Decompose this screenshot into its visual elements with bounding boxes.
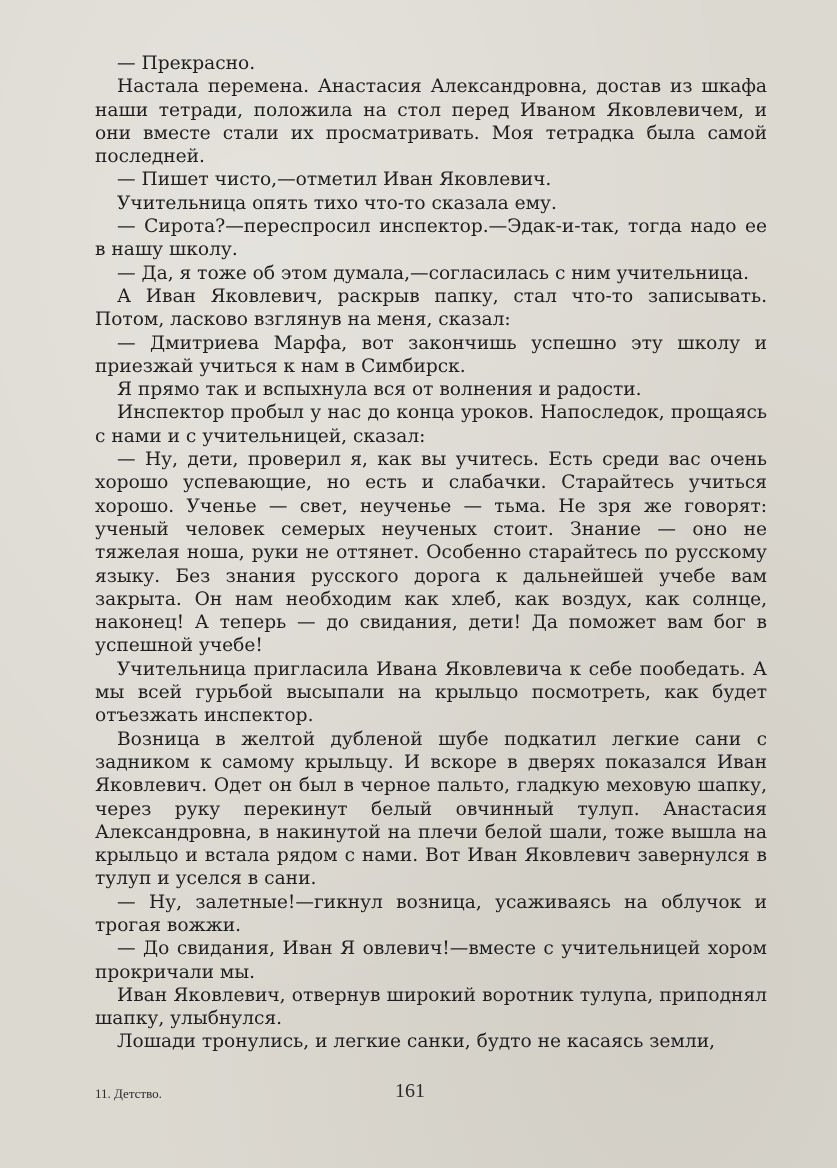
paragraph: Иван Яковлевич, отвернув широкий воротник тулупа, приподнял шапку, улыбнулся.: [95, 984, 767, 1030]
paragraph: Возница в желтой дубленой шубе подкатил легкие сани с задником к самому крыльцу. И вскоре в дверях показался Иван Яковлевич. Одет он был в черное пальто, гладкую меховую шапку, через руку перекинут белый овчинный тулуп. Анастасия Александровна, в накинутой на плечи белой шали, тоже вышла на крыльцо и встала рядом с нами. Вот Иван Яковлевич завернулся в тулуп и уселся в сани.: [95, 728, 767, 890]
paragraph: — Сирота?—переспросил инспектор.—Эдак-и-так, тогда надо ее в нашу школу.: [95, 216, 767, 261]
paragraph: А Иван Яковлевич, раскрыв папку, стал что-то записывать. Потом, ласково взглянув на меня, сказал:: [95, 285, 767, 331]
signature-mark: 11. Детство.: [95, 1086, 162, 1101]
paragraph: Учительница пригласила Ивана Яковлевича к себе пообедать. А мы всей гурьбой высыпали на крыльцо посмотреть, как будет отъезжать инспектор.: [95, 658, 767, 727]
paragraph: Лошади тронулись, и легкие санки, будто не касаясь земли,: [117, 1031, 716, 1053]
paragraph: Учительница опять тихо что-то сказала ему.: [117, 192, 557, 214]
paragraph: Я прямо так и вспыхнула вся от волнения и радости.: [117, 379, 642, 401]
paragraph: — Пишет чисто,—отметил Иван Яковлевич.: [117, 169, 552, 191]
paragraph: — Дмитриева Марфа, вот закончишь успешно эту школу и приезжай учиться к нам в Симбирск.: [95, 332, 767, 377]
paragraph: Настала перемена. Анастасия Александровна, достав из шкафа наши тетради, положила на стол перед Иваном Яковлевичем, и они вместе стали их просматривать. Моя тетрадка была самой последней.: [95, 76, 767, 168]
page-footer: [95, 1080, 767, 1104]
paragraph: Инспектор пробыл у нас до конца уроков. Напоследок, прощаясь с нами и с учительницей, сказал:: [95, 402, 767, 447]
page-text: [95, 52, 767, 1054]
paragraph: — Прекрасно.: [117, 53, 256, 74]
page-number: 161: [395, 1080, 425, 1102]
paragraph: — Ну, дети, проверил я, как вы учитесь. Есть среди вас очень хорошо успевающие, но есть и слабачки. Старайтесь учиться хорошо. Ученье — свет, неученье — тьма. Не зря же говорят: ученый человек семерых неученых стоит. Знание — оно не тяжелая ноша, руки не оттянет. Особенно старайтесь по русскому языку. Без знания русского дорога к дальнейшей учебе вам закрыта. Он нам необходим как хлеб, как воздух, как солнце, наконец! А теперь — до свидания, дети! Да поможет вам бог в успешной учебе!: [95, 449, 767, 657]
paragraph: — Да, я тоже об этом думала,—согласилась с ним учительница.: [117, 262, 750, 284]
paragraph: — Ну, залетные!—гикнул возница, усаживаясь на облучок и трогая вожжи.: [95, 891, 767, 936]
paragraph: — До свидания, Иван Я овлевич!—вместе с учительницей хором прокричали мы.: [95, 938, 767, 983]
